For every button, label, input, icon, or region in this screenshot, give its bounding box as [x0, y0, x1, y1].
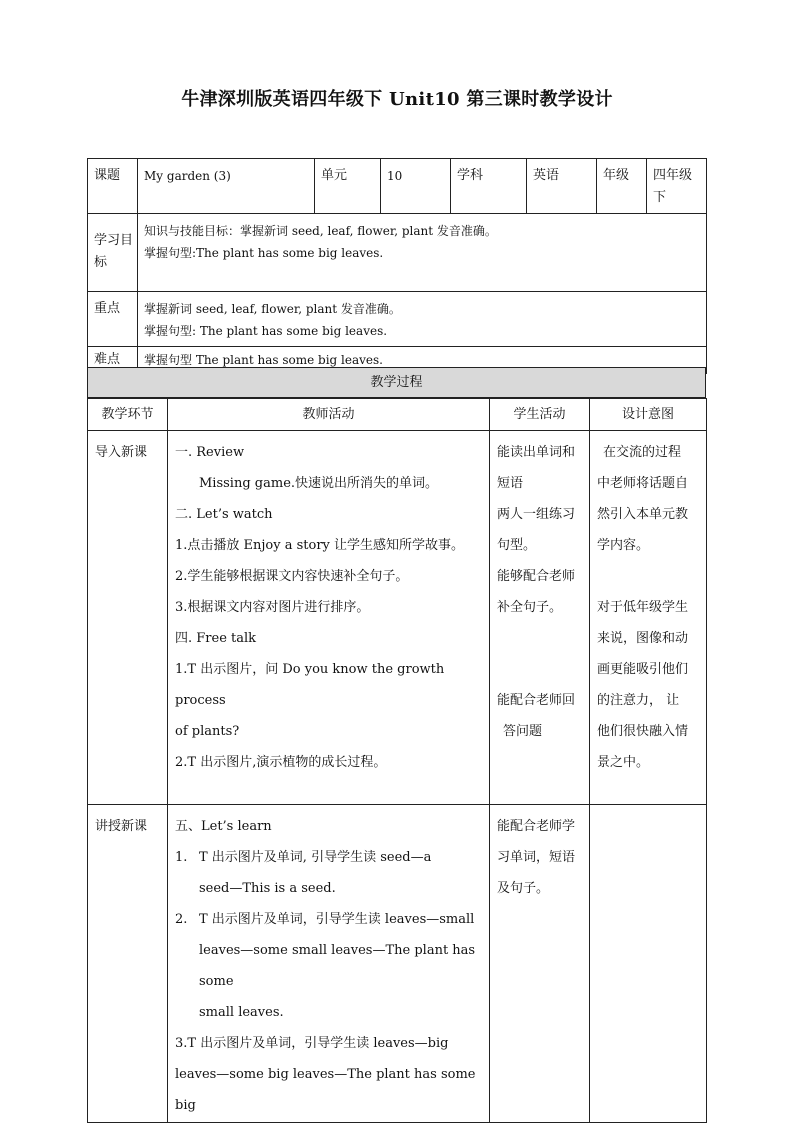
header-student: 学生活动 [490, 399, 590, 431]
intent-intro-text [591, 432, 705, 778]
student-line: 能配合老师回 [497, 693, 576, 708]
info-row [88, 159, 707, 214]
intent-line: 对于低年级学生 [597, 600, 689, 615]
student-new [490, 805, 590, 1123]
grade-value: 四年级下 [647, 159, 707, 214]
student-line: 能够配合老师 [497, 569, 576, 584]
intent-line: 的注意力， 让 [597, 693, 680, 708]
difficulty-content: 掌握句型 The plant has some big leaves. [138, 347, 707, 374]
student-line: 能配合老师学 [497, 819, 576, 834]
stage-new-label: 讲授新课 [95, 819, 148, 834]
intent-line: 他们很快融入情 [597, 724, 689, 739]
process-header-row [88, 399, 707, 431]
teacher-line: 2.学生能够根据课文内容快速补全句子。 [175, 569, 409, 584]
info-table [87, 158, 707, 374]
student-line: 补全句子。 [497, 600, 563, 615]
key-points-label: 重点 [88, 292, 138, 347]
student-line: 句型。 [497, 538, 537, 553]
student-line: 能读出单词和 [497, 445, 576, 460]
teacher-line: Missing game.快速说出所消失的单词。 [199, 476, 439, 491]
header-stage: 教学环节 [88, 399, 168, 431]
process-row-new [88, 805, 707, 1123]
difficulty-label: 难点 [88, 347, 138, 374]
student-line: 短语 [497, 476, 524, 491]
student-line: 两人一组练习 [497, 507, 576, 522]
teacher-line: 1.T 出示图片，问 Do you know the growth process [175, 662, 445, 708]
teacher-line: 一. Review [175, 445, 245, 460]
teacher-line: leaves—some small leaves—The plant has some [199, 943, 476, 989]
teacher-intro-text [169, 432, 488, 778]
teacher-line: 3.根据课文内容对图片进行排序。 [175, 600, 370, 615]
student-intro [490, 431, 590, 805]
student-spacer [497, 654, 582, 685]
teacher-line: leaves—some big leaves—The plant has some big [175, 1067, 476, 1113]
topic-label: 课题 [88, 159, 138, 214]
unit-value: 10 [381, 159, 451, 214]
subject-label: 学科 [451, 159, 527, 214]
list-number: 1. [175, 850, 188, 865]
intent-line: 画更能吸引他们 [597, 662, 689, 677]
intent-line: 景之中。 [597, 755, 650, 770]
process-row-intro [88, 431, 707, 805]
key-points-row [88, 292, 707, 347]
key-points-line-1: 掌握新词 seed, leaf, flower, plant 发音准确。 [144, 302, 401, 316]
goals-content [138, 214, 707, 292]
topic-value: My garden (3) [138, 159, 315, 214]
teacher-line: small leaves. [199, 1005, 284, 1020]
stage-new [88, 805, 168, 1123]
intent-intro [590, 431, 707, 805]
teacher-line: 1.点击播放 Enjoy a story 让学生感知所学故事。 [175, 538, 465, 553]
student-new-text [491, 806, 588, 904]
list-text: T 出示图片及单词, 引导学生读 seed—a [199, 850, 432, 865]
subject-value: 英语 [527, 159, 597, 214]
intent-line: 中老师将话题自 [597, 476, 689, 491]
header-intent: 设计意图 [590, 399, 707, 431]
key-points-content [138, 292, 707, 347]
teacher-line: 二. Let’s watch [175, 507, 273, 522]
grade-label: 年级 [597, 159, 647, 214]
goals-line-2: 掌握句型:The plant has some big leaves. [144, 246, 384, 260]
process-title: 教学过程 [87, 367, 706, 398]
student-line: 及句子。 [497, 881, 550, 896]
student-line: 习单词，短语 [497, 850, 576, 865]
goals-row [88, 214, 707, 292]
teacher-line [175, 842, 482, 873]
teacher-new-text [169, 806, 488, 1121]
teacher-line: 五、Let’s learn [175, 819, 272, 834]
key-points-line-2: 掌握句型: The plant has some big leaves. [144, 324, 388, 338]
teacher-line: of plants? [175, 724, 240, 739]
intent-line: 然引入本单元教 [597, 507, 689, 522]
intent-line: 在交流的过程 [603, 445, 682, 460]
unit-label: 单元 [315, 159, 381, 214]
process-table [87, 398, 707, 1123]
teacher-intro [168, 431, 490, 805]
teacher-new [168, 805, 490, 1123]
teacher-line: 3.T 出示图片及单词，引导学生读 leaves—big [175, 1036, 449, 1051]
goals-line-1: 知识与技能目标：掌握新词 seed, leaf, flower, plant 发音准确。 [144, 224, 497, 238]
stage-intro-label: 导入新课 [95, 445, 148, 460]
teacher-line: 2.T 出示图片,演示植物的成长过程。 [175, 755, 387, 770]
intent-spacer [597, 561, 699, 592]
teacher-line: seed—This is a seed. [199, 881, 336, 896]
teacher-line [175, 904, 482, 935]
header-teacher: 教师活动 [168, 399, 490, 431]
student-line: 答问题 [503, 724, 543, 739]
list-text: T 出示图片及单词，引导学生读 leaves—small [199, 912, 475, 927]
intent-line: 学内容。 [597, 538, 650, 553]
intent-new [590, 805, 707, 1123]
stage-intro [88, 431, 168, 805]
goals-label: 学习目标 [88, 214, 138, 292]
student-spacer [497, 623, 582, 654]
document-title: 牛津深圳版英语四年级下 Unit10 第三课时教学设计 [181, 89, 613, 110]
intent-line: 来说，图像和动 [597, 631, 689, 646]
list-number: 2. [175, 912, 188, 927]
student-intro-text [491, 432, 588, 747]
teacher-line: 四. Free talk [175, 631, 257, 646]
